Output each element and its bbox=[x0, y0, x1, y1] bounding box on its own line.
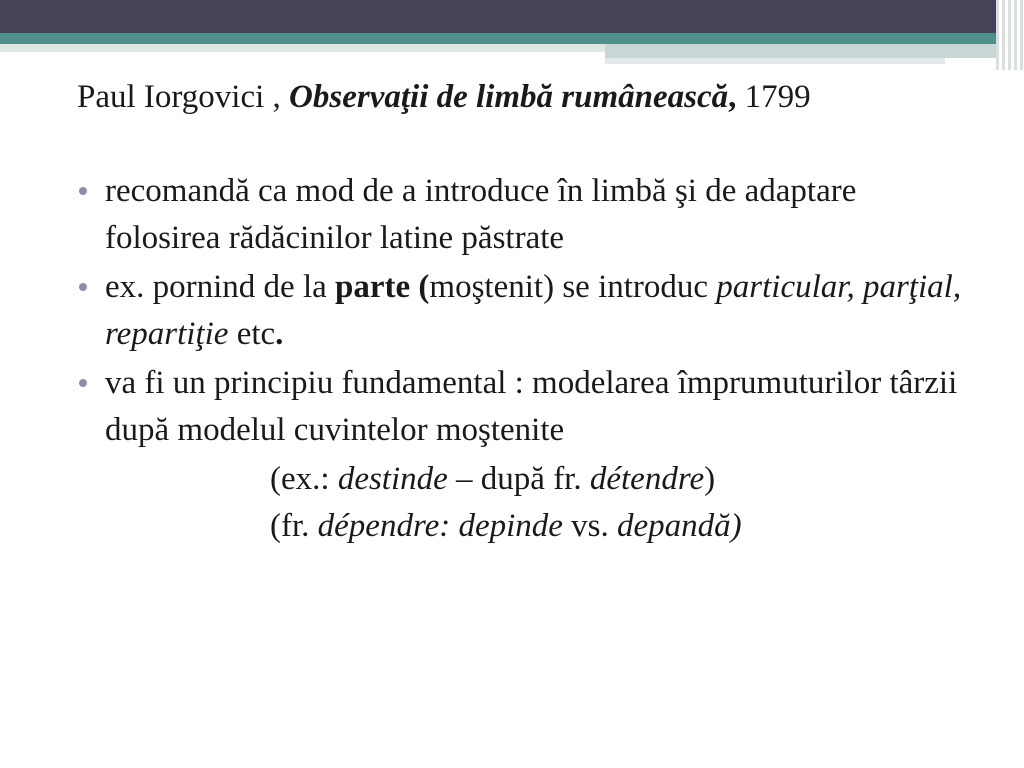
header-bar-teal bbox=[0, 33, 1024, 44]
bullet-list bbox=[77, 168, 977, 454]
bullet-2-bold-dot: . bbox=[275, 316, 284, 352]
bullet-2-bold-word: parte ( bbox=[335, 269, 430, 305]
header-bar-pale-left bbox=[0, 44, 605, 52]
example-2-open: (fr. bbox=[270, 508, 318, 544]
bullet-3-text: va fi un principiu fundamental : modelarea împrumuturilor târzii după modelul cuvintelor moştenite bbox=[105, 365, 958, 448]
example-line-1 bbox=[77, 456, 977, 503]
bullet-item-2 bbox=[77, 264, 977, 358]
header-bar-pale-right-thin bbox=[605, 58, 945, 64]
header-bar-dark bbox=[0, 0, 1024, 33]
title-author: Paul Iorgovici , bbox=[77, 79, 290, 115]
title-year-separator: , bbox=[728, 79, 745, 115]
example-1-close: ) bbox=[704, 461, 716, 497]
title-year: 1799 bbox=[744, 79, 811, 115]
header-bar-pale-right bbox=[605, 44, 1000, 58]
example-1-word-1: destinde bbox=[337, 461, 448, 497]
example-2-word-1: dépendre: depinde bbox=[317, 508, 563, 544]
example-2-word-2: depandă) bbox=[617, 508, 742, 544]
slide-content bbox=[77, 74, 977, 550]
slide-title bbox=[77, 74, 977, 121]
bullet-2-part3: etc bbox=[228, 316, 276, 352]
example-1-mid: – după fr. bbox=[447, 461, 590, 497]
bullet-item-1 bbox=[77, 168, 977, 262]
spacer bbox=[77, 121, 977, 168]
example-2-mid: vs. bbox=[562, 508, 618, 544]
bullet-2-part2: moştenit) se introduc bbox=[429, 269, 717, 305]
bullet-2-part1: ex. pornind de la bbox=[105, 269, 336, 305]
example-1-word-2: détendre bbox=[589, 461, 705, 497]
example-line-2 bbox=[77, 503, 977, 550]
bullet-2-italic-words: particular, parţial, repartiţie bbox=[105, 269, 962, 352]
bullet-item-3 bbox=[77, 360, 977, 454]
example-1-open: (ex.: bbox=[270, 461, 338, 497]
header-stripes-decoration bbox=[996, 0, 1024, 70]
bullet-1-text: recomandă ca mod de a introduce în limbă şi de adaptare folosirea rădăcinilor latine păstrate bbox=[105, 173, 857, 256]
title-work: Observaţii de limbă rumânească bbox=[289, 79, 729, 115]
